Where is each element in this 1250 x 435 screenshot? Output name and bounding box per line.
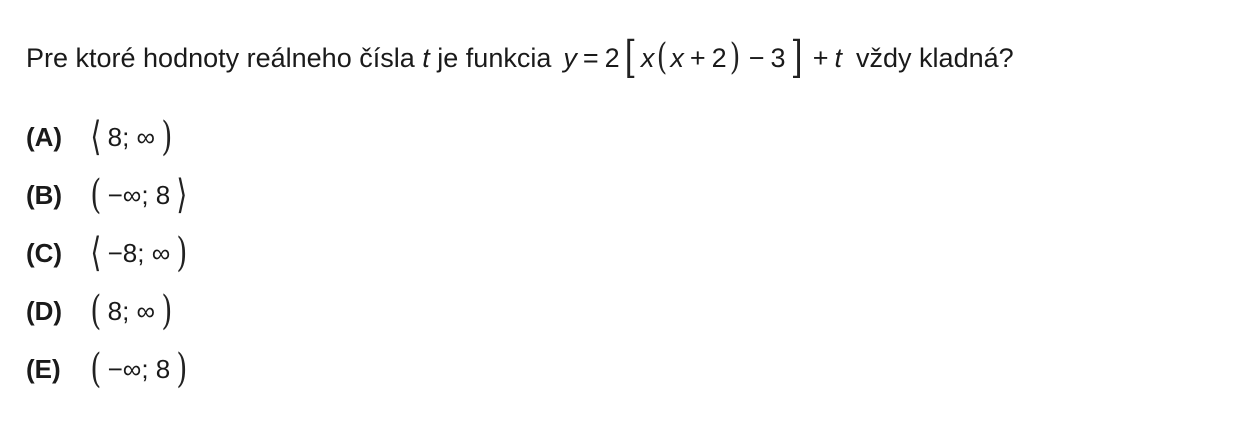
interval-left-bracket: ⟨ — [90, 114, 102, 160]
interval-body: −∞; 8 — [107, 179, 171, 210]
interval-body: −∞; 8 — [107, 353, 171, 384]
question-text-middle: je funkcia — [437, 42, 552, 73]
formula-plus1: + — [689, 42, 706, 73]
question-text-after: vždy kladná? — [856, 42, 1014, 73]
interval-body: −8; ∞ — [107, 237, 171, 268]
formula-three: 3 — [770, 42, 786, 73]
formula-close-square-bracket: ] — [790, 32, 803, 83]
question-text-before: Pre ktoré hodnoty reálneho čísla — [26, 42, 415, 73]
interval-left-bracket: ⟨ — [90, 230, 102, 276]
formula-x1: x — [640, 42, 655, 73]
option-label: (B) — [26, 179, 63, 210]
function-formula — [563, 32, 843, 83]
option-a[interactable] — [26, 108, 190, 166]
interval-right-bracket: ⟩ — [176, 172, 188, 218]
interval-body: 8; ∞ — [107, 295, 156, 326]
formula-two: 2 — [711, 42, 727, 73]
option-interval — [88, 346, 190, 392]
option-label: (E) — [26, 353, 61, 384]
formula-open-square-bracket: [ — [624, 32, 637, 83]
interval-body: 8; ∞ — [107, 121, 156, 152]
option-c[interactable] — [26, 224, 190, 282]
formula-lhs: y — [563, 42, 577, 73]
option-b[interactable] — [26, 166, 190, 224]
option-d[interactable] — [26, 282, 190, 340]
option-interval — [88, 230, 190, 276]
option-label: (D) — [26, 295, 63, 326]
answer-options — [26, 108, 190, 398]
option-interval — [88, 288, 175, 334]
formula-t: t — [834, 42, 843, 73]
formula-x2: x — [670, 42, 684, 73]
interval-right-bracket: ) — [176, 346, 188, 392]
formula-close-paren: ) — [729, 37, 740, 78]
option-label: (A) — [26, 121, 63, 152]
interval-left-bracket: ( — [90, 288, 102, 334]
option-label: (C) — [26, 237, 63, 268]
interval-right-bracket: ) — [161, 288, 173, 334]
formula-equals: = — [582, 42, 599, 73]
option-e[interactable] — [26, 340, 190, 398]
formula-plus2: + — [812, 42, 829, 73]
formula-coef: 2 — [604, 42, 620, 73]
question-variable: t — [422, 42, 430, 73]
formula-minus: − — [748, 42, 765, 73]
interval-right-bracket: ) — [176, 230, 188, 276]
option-interval — [88, 172, 190, 218]
question-text — [26, 30, 1014, 86]
interval-left-bracket: ( — [90, 172, 102, 218]
interval-left-bracket: ( — [90, 346, 102, 392]
option-interval — [88, 114, 175, 160]
interval-right-bracket: ) — [161, 114, 173, 160]
formula-open-paren: ( — [657, 37, 668, 78]
